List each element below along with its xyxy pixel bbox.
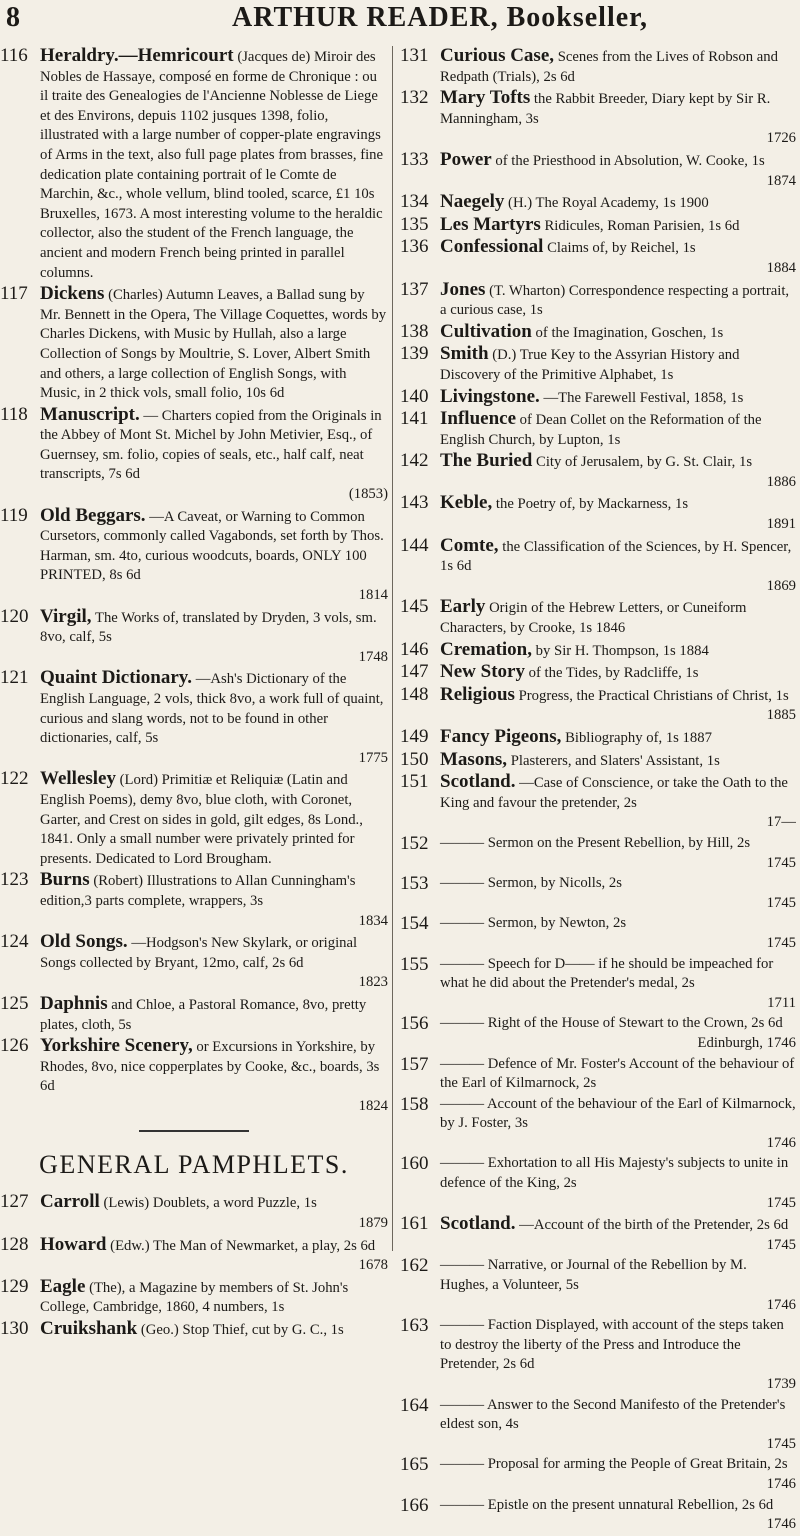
- entry-heading: Power: [440, 148, 492, 170]
- entry-date: 1891: [766, 516, 796, 533]
- entry-number: 119: [0, 504, 28, 526]
- entry-number: 118: [0, 403, 28, 425]
- entry-description: ——— Sermon on the Present Rebellion, by Hill, 2s: [440, 835, 750, 851]
- catalogue-entry: [400, 150, 796, 191]
- entry-description: (The), a Magazine by members of St. John's College, Cambridge, 1860, 4 numbers, 1s: [40, 1279, 349, 1316]
- entry-description: ——— Sermon, by Nicolls, 2s: [440, 875, 622, 891]
- entry-number: 149: [400, 726, 429, 747]
- entry-number: 163: [400, 1315, 429, 1337]
- entry-heading: Heraldry.—Hemricourt: [40, 46, 234, 66]
- entry-number: 125: [0, 992, 29, 1014]
- catalogue-entry: [400, 237, 796, 278]
- entry-heading: Dickens: [40, 283, 105, 305]
- catalogue-entry: [400, 1014, 796, 1053]
- entry-description: ——— Defence of Mr. Foster's Account of the behaviour of the Earl of Kilmarnock, 2s: [440, 1056, 794, 1092]
- entry-description: ——— Account of the behaviour of the Earl of Kilmarnock, by J. Foster, 3s: [440, 1096, 796, 1132]
- entry-number: 157: [400, 1053, 429, 1075]
- entry-date: 1884: [766, 259, 796, 276]
- entry-heading: Yorkshire Scenery,: [40, 1035, 193, 1057]
- entry-description: City of Jerusalem, by G. St. Clair, 1s: [536, 454, 753, 471]
- entry-number: 151: [400, 771, 429, 793]
- entry-heading: Mary Tofts: [440, 87, 531, 109]
- entry-number: 123: [0, 869, 29, 891]
- entry-heading: Masons,: [440, 748, 508, 770]
- entry-date: 1745: [766, 854, 796, 871]
- entry-description: Bibliography of, 1s 1887: [565, 730, 712, 746]
- catalogue-entry: [400, 662, 796, 684]
- catalogue-entry: [400, 750, 796, 772]
- entry-number: 153: [400, 873, 429, 895]
- entry-number: 143: [400, 492, 429, 514]
- entry-heading: Scotland.: [440, 1213, 516, 1235]
- catalogue-entry: [400, 215, 796, 237]
- entry-description: (H.) The Royal Academy, 1s 1900: [508, 195, 709, 212]
- entry-number: 152: [400, 832, 429, 854]
- entry-heading: Curious Case,: [440, 46, 555, 66]
- entry-number: 116: [0, 46, 28, 66]
- entry-number: 155: [400, 953, 429, 975]
- entry-number: 141: [400, 408, 429, 430]
- entry-date: 1869: [766, 577, 796, 594]
- catalogue-entry: [400, 1496, 796, 1535]
- catalogue-entry: [400, 834, 796, 873]
- section-rule: [139, 1130, 249, 1132]
- catalogue-entry: [0, 870, 388, 931]
- entry-number: 166: [400, 1494, 429, 1516]
- entry-heading: Daphnis: [40, 992, 108, 1014]
- entry-heading: Carroll: [40, 1191, 100, 1213]
- entry-description: (Jacques de) Miroir des Nobles de Hassaye, composé en forme de Chronique : ou il traite des Genealogies de l'Ancienne Noblesse de Liege et des Environs, depuis 1102 jusques 1398, folio, illustrated with a large number of copper-plate engravings of Arms in the text, also full page plates from brasses, fine dedication plate containing portrait of le Comte de Marchin, &c., whole vellum, blind tooled, scarce, £1 10s Bruxelles, 1673. A most interesting volume to the heraldic collector, also the student of the French language, the ancient and modern French being printed in parallel columns.: [40, 49, 384, 281]
- entry-number: 134: [400, 191, 429, 213]
- entry-heading: Livingstone.: [440, 385, 540, 407]
- entry-number: 140: [400, 385, 429, 407]
- entry-description: (Charles) Autumn Leaves, a Ballad sung by Mr. Bennett in the Opera, The Village Coquettes, words by Charles Dickens, with Music by Hullah, also a large Collection of Songs by Moultrie, S. Lover, Albert Smith and others, a large collection of English Songs, with Music, in 2 thick vols, small folio, 10s 6d: [40, 287, 387, 402]
- entry-description: of Dean Collet on the Reformation of the English Church, by Lupton, 1s: [440, 412, 762, 448]
- catalogue-entry: [400, 1095, 796, 1154]
- entry-description: (Edw.) The Man of Newmarket, a play, 2s 6d: [110, 1237, 376, 1254]
- entry-description: of the Imagination, Goschen, 1s: [535, 324, 724, 341]
- entry-date: 1745: [766, 1194, 796, 1211]
- entry-heading: Cultivation: [440, 320, 532, 342]
- entry-description: —Account of the birth of the Pretender, 2s 6d: [519, 1217, 789, 1234]
- entry-heading: Keble,: [440, 492, 493, 514]
- entry-number: 165: [400, 1454, 429, 1476]
- entry-date: 17—: [766, 814, 796, 831]
- entry-heading: Fancy Pigeons,: [440, 726, 562, 747]
- entry-date: 1874: [766, 172, 796, 189]
- catalogue-entry: [400, 685, 796, 726]
- entry-heading: Old Songs.: [40, 931, 128, 953]
- section-title: GENERAL PAMPHLETS.: [39, 1150, 349, 1180]
- entry-date: 1886: [766, 473, 796, 490]
- entry-heading: Smith: [440, 343, 489, 365]
- catalogue-entry: [400, 493, 796, 534]
- entry-number: 130: [0, 1318, 29, 1340]
- entry-heading: Burns: [40, 869, 90, 891]
- entry-heading: Scotland.: [440, 771, 516, 793]
- entry-date: 1678: [358, 1257, 388, 1274]
- entry-heading: Early: [440, 596, 486, 618]
- entry-heading: Naegely: [440, 191, 505, 213]
- entry-description: The Works of, translated by Dryden, 3 vols, sm. 8vo, calf, 5s: [40, 609, 377, 646]
- catalogue-entry: [0, 46, 388, 283]
- entry-date: 1814: [358, 587, 388, 604]
- entry-heading: Les Martyrs: [440, 213, 541, 235]
- catalogue-entry: [400, 1154, 796, 1213]
- catalogue-entry: [0, 1036, 388, 1116]
- entry-date: 1746: [766, 1134, 796, 1151]
- left-column: [0, 46, 388, 1342]
- entry-description: Claims of, by Reichel, 1s: [547, 240, 696, 257]
- entry-date: 1775: [358, 749, 388, 766]
- entry-description: and Chloe, a Pastoral Romance, 8vo, pretty plates, cloth, 5s: [40, 996, 367, 1033]
- entry-heading: Wellesley: [40, 768, 116, 790]
- entry-description: (Geo.) Stop Thief, cut by G. C., 1s: [140, 1322, 344, 1339]
- entry-description: —Ash's Dictionary of the English Language, 2 vols, thick 8vo, a work full of quaint, curious and slang words, not to be found in other dictionaries, calf, 5s: [40, 671, 384, 747]
- catalogue-entry: [400, 536, 796, 597]
- entry-description: ——— Faction Displayed, with account of the steps taken to destroy the liberty of the Press and Introduce the Pretender, 2s 6d: [440, 1317, 784, 1372]
- entry-number: 148: [400, 683, 429, 705]
- entry-date: 1885: [766, 707, 796, 724]
- catalogue-entry: [400, 640, 796, 662]
- entry-number: 158: [400, 1093, 429, 1115]
- page-number: 8: [6, 2, 21, 33]
- catalogue-entry: [0, 506, 388, 606]
- entry-description: ——— Exhortation to all His Majesty's subjects to unite in defence of the King, 2s: [440, 1155, 788, 1191]
- entry-description: ——— Epistle on the present unnatural Rebellion, 2s 6d: [440, 1497, 773, 1513]
- catalogue-entry: [400, 1396, 796, 1455]
- entry-number: 124: [0, 931, 29, 953]
- entry-number: 122: [0, 768, 29, 790]
- catalogue-entry: [400, 387, 796, 409]
- entry-number: 146: [400, 638, 429, 660]
- entry-description: —Case of Conscience, or take the Oath to the King and favour the pretender, 2s: [440, 775, 788, 811]
- entry-number: 133: [400, 148, 429, 170]
- entry-description: of the Priesthood in Absolution, W. Cooke, 1s: [495, 152, 765, 169]
- entry-date: 1746: [766, 1475, 796, 1492]
- entry-heading: Comte,: [440, 534, 499, 556]
- entry-number: 162: [400, 1255, 429, 1277]
- entry-date: (1853): [348, 486, 388, 503]
- entry-description: ——— Speech for D—— if he should be impeached for what he did about the Pretender's medal, 2s: [440, 956, 773, 992]
- entry-number: 164: [400, 1394, 429, 1416]
- entry-heading: Jones: [440, 278, 486, 300]
- catalogue-entry: [400, 451, 796, 492]
- entry-heading: Manuscript.: [40, 403, 140, 425]
- entry-date: 1745: [766, 1236, 796, 1253]
- catalogue-entry: [0, 405, 388, 505]
- catalogue-entry: [400, 874, 796, 913]
- catalogue-entry: [400, 597, 796, 638]
- page-title: ARTHUR READER, Bookseller,: [232, 2, 649, 33]
- catalogue-entry: [400, 409, 796, 450]
- entry-heading: Religious: [440, 683, 515, 705]
- entry-description: Plasterers, and Slaters' Assistant, 1s: [510, 752, 720, 769]
- entry-date: 1824: [358, 1097, 388, 1114]
- entry-number: 132: [400, 87, 429, 109]
- entry-description: the Rabbit Breeder, Diary kept by Sir R. Manningham, 3s: [440, 91, 771, 127]
- catalogue-entry: [0, 932, 388, 993]
- entry-heading: Cremation,: [440, 638, 532, 660]
- catalogue-entry: [400, 1316, 796, 1394]
- entry-date: 1745: [766, 894, 796, 911]
- entry-number: 156: [400, 1013, 429, 1035]
- entry-description: ——— Answer to the Second Manifesto of the Pretender's eldest son, 4s: [440, 1397, 785, 1433]
- catalogue-entry: [0, 1319, 388, 1341]
- entry-number: 129: [0, 1275, 29, 1297]
- entry-description: ——— Sermon, by Newton, 2s: [440, 915, 626, 931]
- catalogue-entry: [0, 284, 388, 404]
- entry-number: 145: [400, 596, 429, 618]
- entry-date: 1726: [766, 130, 796, 147]
- entry-description: ——— Proposal for arming the People of Great Britain, 2s: [440, 1456, 788, 1472]
- entry-heading: The Buried: [440, 450, 533, 472]
- catalogue-entry: [400, 1455, 796, 1494]
- entry-number: 150: [400, 748, 429, 770]
- catalogue-entry: [400, 88, 796, 149]
- entry-description: (D.) True Key to the Assyrian History and Discovery of the Primitive Alphabet, 1s: [440, 347, 740, 383]
- entry-description: —Hodgson's New Skylark, or original Songs collected by Bryant, 12mo, calf, 2s 6d: [40, 935, 358, 971]
- catalogue-entry: [0, 1235, 388, 1276]
- entry-description: of the Tides, by Radcliffe, 1s: [528, 665, 699, 682]
- entry-number: 117: [0, 283, 28, 305]
- entry-heading: Confessional: [440, 236, 544, 258]
- entry-number: 154: [400, 913, 429, 935]
- entry-number: 144: [400, 534, 429, 556]
- entry-number: 142: [400, 450, 429, 472]
- entry-date: 1746: [766, 1516, 796, 1533]
- entry-number: 126: [0, 1035, 29, 1057]
- entry-heading: New Story: [440, 661, 525, 683]
- entry-date: 1739: [766, 1376, 796, 1392]
- page-header: [0, 2, 800, 36]
- entry-number: 161: [400, 1213, 429, 1235]
- entry-number: 120: [0, 605, 29, 627]
- entry-number: 131: [400, 46, 429, 66]
- entry-date: Edinburgh, 1746: [697, 1034, 796, 1051]
- entry-date: 1823: [358, 974, 388, 991]
- entry-date: 1879: [358, 1215, 388, 1232]
- catalogue-entry: [400, 1256, 796, 1315]
- entry-heading: Virgil,: [40, 605, 92, 627]
- entry-number: 147: [400, 661, 429, 683]
- entry-number: 136: [400, 236, 429, 258]
- entry-date: 1746: [766, 1296, 796, 1313]
- entry-description: —The Farewell Festival, 1858, 1s: [543, 389, 744, 406]
- entry-description: the Poetry of, by Mackarness, 1s: [495, 496, 689, 513]
- catalogue-entry: [400, 192, 796, 214]
- catalogue-entry: [400, 955, 796, 1014]
- entry-description: — Charters copied from the Originals in the Abbey of Mont St. Michel by John Metivier, Esq., of Guernsey, sm. folio, copies of seals, etc., half calf, neat transcripts, 7s 6d: [40, 407, 382, 483]
- entry-number: 127: [0, 1191, 29, 1213]
- entry-description: or Excursions in Yorkshire, by Rhodes, 8vo, nice copperplates by Cooke, &c., boards, 3s 6d: [40, 1039, 380, 1095]
- catalogue-entry: [400, 280, 796, 321]
- entry-heading: Influence: [440, 408, 516, 430]
- entry-description: the Classification of the Sciences, by H. Spencer, 1s 6d: [440, 538, 792, 575]
- entry-heading: Quaint Dictionary.: [40, 667, 193, 689]
- entry-description: Ridicules, Roman Parisien, 1s 6d: [544, 217, 740, 234]
- entry-date: 1745: [766, 934, 796, 951]
- catalogue-entry: [400, 1055, 796, 1094]
- entry-description: —A Caveat, or Warning to Common Cursetors, commonly called Vagabonds, set forth by Thos. Harman, sm. 4to, curious woodcuts, boards, ONLY 100 PRINTED, 8s 6d: [40, 508, 384, 584]
- catalogue-entry: [400, 322, 796, 344]
- entry-description: (Robert) Illustrations to Allan Cunningham's edition,3 parts complete, wrappers, 3s: [40, 873, 356, 909]
- entry-number: 138: [400, 320, 429, 342]
- catalogue-entry: [0, 668, 388, 768]
- entry-date: 1748: [358, 648, 388, 665]
- right-column: [400, 46, 796, 1536]
- entry-description: Origin of the Hebrew Letters, or Cuneiform Characters, by Crooke, 1s 1846: [440, 600, 747, 637]
- entry-number: 135: [400, 213, 429, 235]
- column-divider: [392, 46, 393, 1251]
- entry-date: 1711: [767, 994, 796, 1011]
- catalogue-entry: [400, 727, 796, 749]
- catalogue-entry: [0, 994, 388, 1035]
- entry-heading: Cruikshank: [40, 1318, 138, 1340]
- entry-number: 121: [0, 667, 29, 689]
- entry-description: (Lord) Primitiæ et Reliquiæ (Latin and English Poems), demy 8vo, blue cloth, with Coronet, Garter, and Crest on sides in gold, gilt edges, 8s Lond., 1841. Only a small number were privately printed for presents. Dedicated to Lord Brougham.: [40, 772, 363, 867]
- catalogue-entry: [0, 607, 388, 668]
- catalogue-entry: [400, 914, 796, 953]
- catalogue-entry: [400, 772, 796, 833]
- entry-number: 160: [400, 1153, 429, 1175]
- catalogue-entry: [400, 1214, 796, 1255]
- entry-number: 137: [400, 278, 429, 300]
- entry-description: by Sir H. Thompson, 1s 1884: [535, 642, 709, 659]
- entry-description: Scenes from the Lives of Robson and Redpath (Trials), 2s 6d: [440, 49, 778, 85]
- entry-heading: Eagle: [40, 1275, 86, 1297]
- entry-heading: Howard: [40, 1233, 107, 1255]
- entry-description: ——— Right of the House of Stewart to the Crown, 2s 6d: [440, 1015, 783, 1031]
- entry-description: (T. Wharton) Correspondence respecting a portrait, a curious case, 1s: [440, 282, 790, 319]
- entry-date: 1745: [766, 1435, 796, 1452]
- entry-description: (Lewis) Doublets, a word Puzzle, 1s: [103, 1195, 317, 1212]
- catalogue-entry: [400, 344, 796, 385]
- entry-heading: Old Beggars.: [40, 504, 146, 526]
- catalogue-entry: [400, 46, 796, 87]
- catalogue-entry: [0, 1277, 388, 1318]
- entry-description: Progress, the Practical Christians of Christ, 1s: [518, 687, 789, 704]
- catalogue-entry: [0, 769, 388, 869]
- entry-number: 139: [400, 343, 429, 365]
- entry-description: ——— Narrative, or Journal of the Rebellion by M. Hughes, a Volunteer, 5s: [440, 1257, 747, 1293]
- catalogue-entry: [0, 1192, 388, 1233]
- entry-date: 1834: [358, 912, 388, 929]
- entry-number: 128: [0, 1233, 29, 1255]
